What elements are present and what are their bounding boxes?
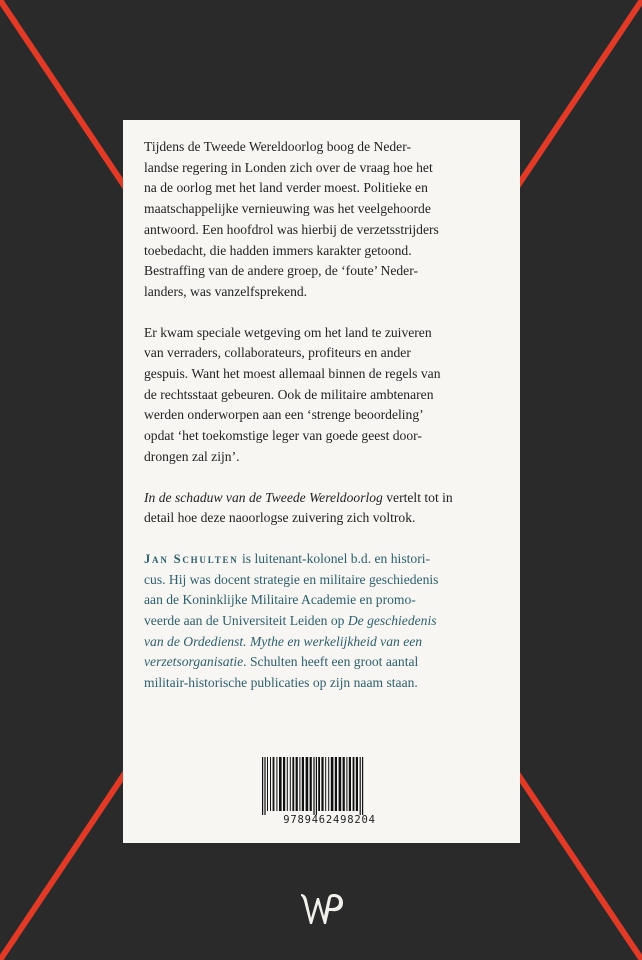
barcode-bar: [290, 757, 291, 811]
barcode-bar: [279, 757, 282, 811]
barcode-bar: [356, 757, 358, 811]
barcode-bar: [313, 757, 314, 815]
barcode-bar: [283, 757, 285, 811]
barcode-bar: [339, 757, 342, 811]
book-title: In de schaduw van de Tweede Wereldoorlog: [144, 489, 383, 505]
barcode-bar: [273, 757, 275, 811]
barcode-bar: [321, 757, 323, 811]
barcode-bar: [343, 757, 345, 811]
barcode-bar: [328, 757, 329, 811]
back-cover-text-panel: [123, 120, 520, 843]
barcode-bar: [362, 757, 363, 815]
blurb-paragraph-2: Er kwam speciale wetgeving om het land te zuiveren van verraders, collaborateurs, profiteurs en ander gespuis. Want het moest allemaal binnen de regels van de rechtsstaat gebeuren. Ook de militaire ambtenaren werden onderworpen aan een ‘strenge beoordeling’ opdat ‘het toekomstige leger van goede geest door- drongen zal zijn’.: [144, 324, 441, 464]
barcode-bar: [267, 757, 268, 811]
barcode-bar: [349, 757, 351, 811]
barcode-bar: [310, 757, 312, 811]
barcode-bar: [360, 757, 361, 815]
author-bio: [144, 549, 500, 694]
barcode-bar: [287, 757, 288, 811]
barcode-bar: [292, 757, 294, 811]
barcode-bar: [262, 757, 263, 815]
blurb-paragraph-1: Tijdens de Tweede Wereldoorlog boog de Neder- landse regering in Londen zich over de vraag hoe het na de oorlog met het land verder moest. Politieke en maatschappelijke vernieuwing was het veelgehoorde antwoord. Een hoofdrol was hierbij de verzetsstrijders toebedacht, die hadden immers karakter getoond. Bestraffing van de andere groep, de ‘foute’ Neder- landers, was vanzelfsprekend.: [144, 139, 439, 299]
barcode-bars: [260, 757, 399, 815]
barcode-bar: [264, 757, 265, 815]
barcode-bar: [306, 757, 309, 811]
barcode-bar: [299, 757, 300, 811]
author-bio-text-a: is luitenant-kolonel b.d. en histori- cus. Hij was docent strategie en militaire geschiedenis aan de Koninklijke Militaire Academie en promo- veerde aan de Universiteit Leiden op: [144, 550, 439, 629]
barcode-bar: [316, 757, 317, 815]
barcode-bar: [270, 757, 271, 811]
isbn-barcode: [260, 757, 399, 827]
barcode-bar: [331, 757, 334, 811]
author-bio-text-b: . Schulten heeft een groot aantal militair-historische publicaties op zijn naam staan.: [144, 654, 419, 691]
barcode-bar: [276, 757, 277, 811]
barcode-bar: [325, 757, 326, 811]
barcode-bar: [318, 757, 320, 811]
isbn-number: 9789462498204: [283, 814, 376, 826]
dissertation-title: De geschiedenis van de Ordedienst. Mythe en werkelijkheid van een verzetsorganisatie: [144, 613, 437, 670]
barcode-bar: [346, 757, 347, 811]
barcode-bar: [335, 757, 337, 811]
barcode-bar: [353, 757, 355, 811]
publisher-logo: [298, 888, 344, 928]
barcode-bar: [296, 757, 298, 811]
author-name: Jan Schulten: [144, 551, 239, 566]
blurb-paragraph-3-text: vertelt tot in detail hoe deze naoorlogse zuivering zich voltrok.: [144, 489, 453, 526]
blurb-paragraph-3: [144, 488, 500, 529]
barcode-bar: [302, 757, 304, 811]
